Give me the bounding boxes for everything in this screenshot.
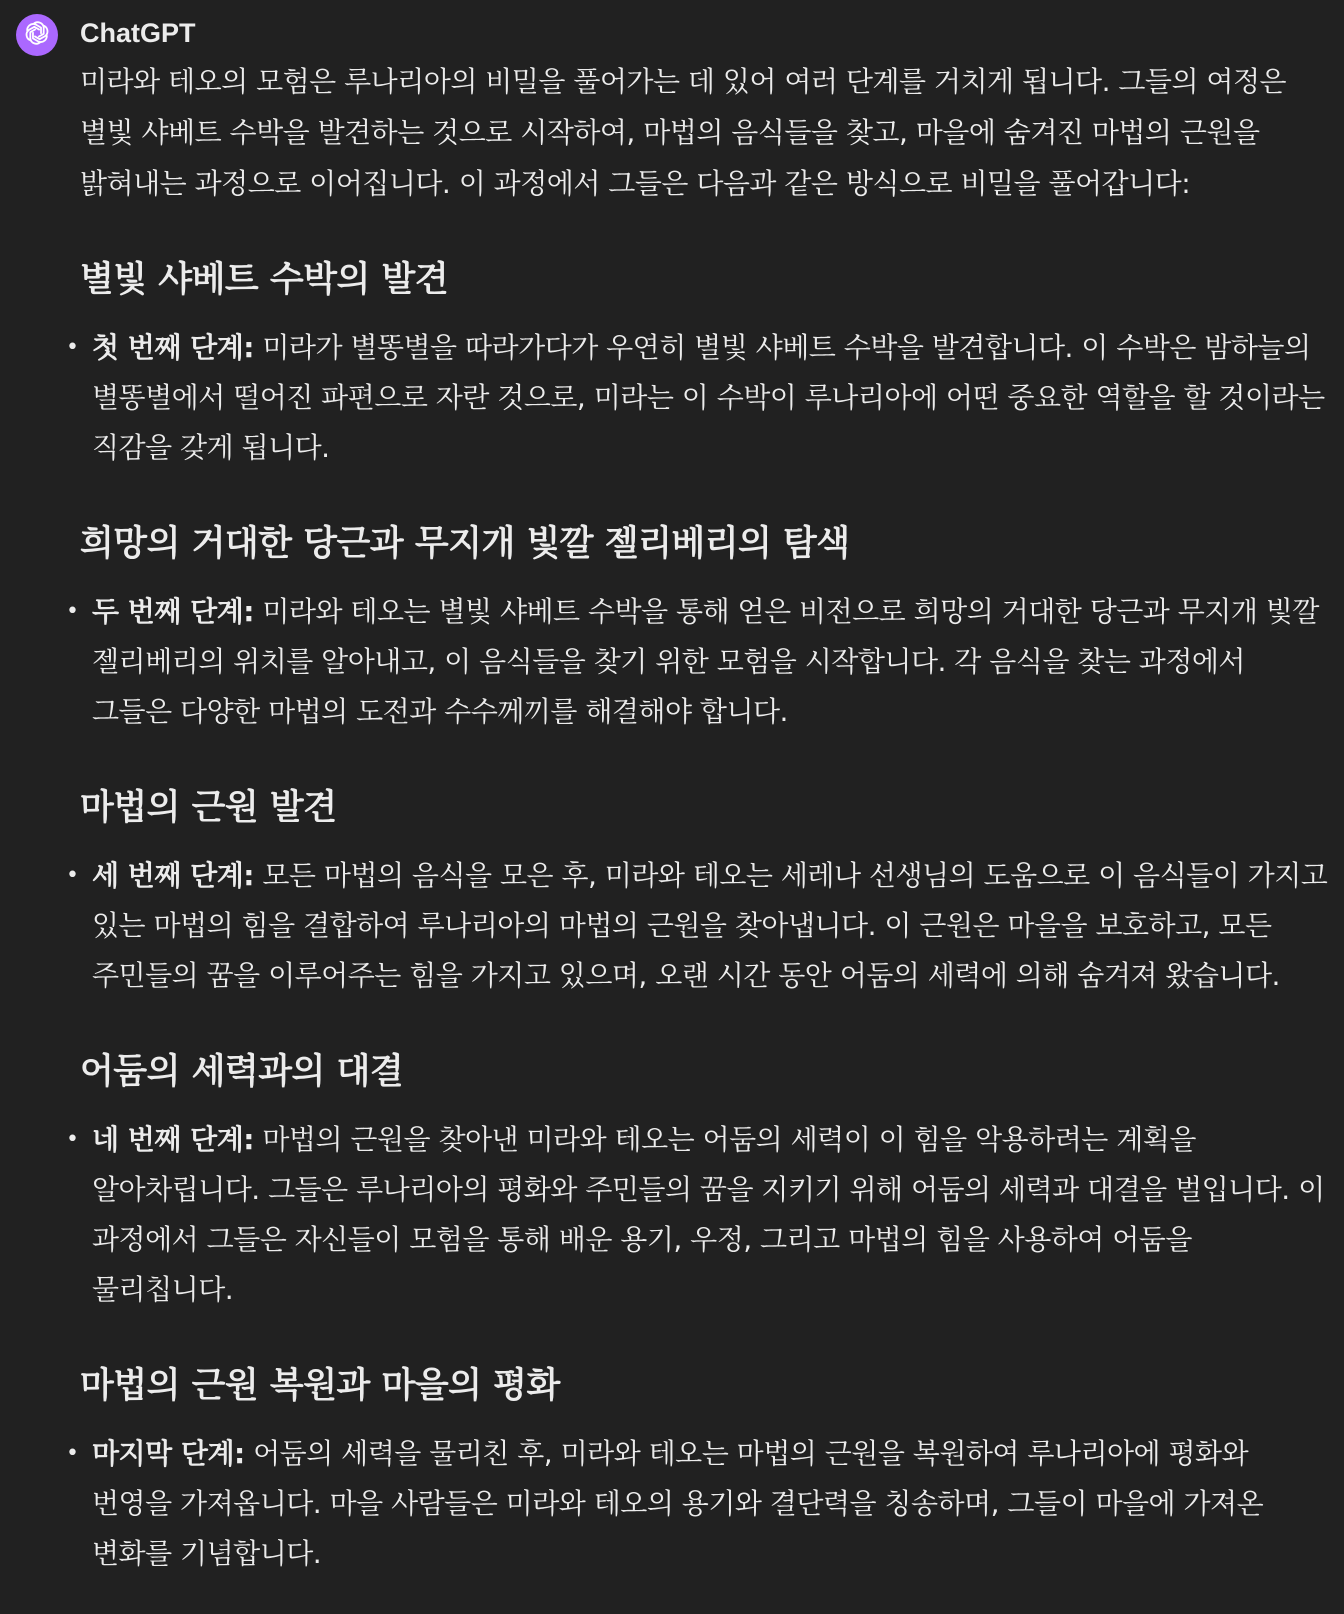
- section-heading: 별빛 샤베트 수박의 발견: [80, 260, 449, 300]
- bullet-icon: •: [66, 599, 79, 624]
- sender-name: ChatGPT: [80, 18, 196, 48]
- step-label: 세 번째 단계:: [92, 859, 254, 892]
- section-heading: 희망의 거대한 당근과 무지개 빛깔 젤리베리의 탐색: [80, 524, 850, 564]
- step-item: [66, 587, 1332, 737]
- step-item: [66, 1429, 1332, 1579]
- step-label: 네 번째 단계:: [92, 1123, 254, 1156]
- section-heading: 어둠의 세력과의 대결: [80, 1052, 404, 1092]
- section-3: [66, 785, 1332, 1001]
- step-label: 두 번째 단계:: [92, 595, 254, 628]
- step-item: [66, 851, 1332, 1001]
- section-5: [66, 1363, 1332, 1579]
- section-heading: 마법의 근원 발견: [80, 788, 337, 828]
- step-text: 마법의 근원을 찾아낸 미라와 테오는 어둠의 세력이 이 힘을 악용하려는 계획을 알아차립니다. 그들은 루나리아의 평화와 주민들의 꿈을 지키기 위해 어둠의 세력과 대결을 벌입니다. 이 과정에서 그들은 자신들이 모험을 통해 배운 용기, 우정, 그리고 마법의 힘을 사용하여 어둠을 물리칩니다.: [92, 1123, 1325, 1306]
- step-item: [66, 1115, 1332, 1315]
- step-label: 첫 번째 단계:: [92, 331, 254, 364]
- openai-logo-icon: [22, 18, 52, 52]
- bullet-icon: •: [66, 1441, 79, 1466]
- section-1: [66, 257, 1332, 473]
- step-text: 미라와 테오는 별빛 샤베트 수박을 통해 얻은 비전으로 희망의 거대한 당근과 무지개 빛깔 젤리베리의 위치를 알아내고, 이 음식들을 찾기 위한 모험을 시작합니다. 각 음식을 찾는 과정에서 그들은 다양한 마법의 도전과 수수께끼를 해결해야 합니다.: [92, 595, 1319, 728]
- bullet-icon: •: [66, 863, 79, 888]
- step-item: [66, 323, 1332, 473]
- step-text: 모든 마법의 음식을 모은 후, 미라와 테오는 세레나 선생님의 도움으로 이 음식들이 가지고 있는 마법의 힘을 결합하여 루나리아의 마법의 근원을 찾아냅니다. 이 근원은 마을을 보호하고, 모든 주민들의 꿈을 이루어주는 힘을 가지고 있으며, 오랜 시간 동안 어둠의 세력에 의해 숨겨져 왔습니다.: [92, 859, 1328, 992]
- step-text: 어둠의 세력을 물리친 후, 미라와 테오는 마법의 근원을 복원하여 루나리아에 평화와 번영을 가져옵니다. 마을 사람들은 미라와 테오의 용기와 결단력을 칭송하며, 그들이 마을에 가져온 변화를 기념합니다.: [92, 1437, 1264, 1570]
- section-2: [66, 521, 1332, 737]
- message-intro: 미라와 테오의 모험은 루나리아의 비밀을 풀어가는 데 있어 여러 단계를 거치게 됩니다. 그들의 여정은 별빛 샤베트 수박을 발견하는 것으로 시작하여, 마법의 음식들을 찾고, 마을에 숨겨진 마법의 근원을 밝혀내는 과정으로 이어집니다. 이 과정에서 그들은 다음과 같은 방식으로 비밀을 풀어갑니다:: [80, 65, 1287, 200]
- step-text: 미라가 별똥별을 따라가다가 우연히 별빛 샤베트 수박을 발견합니다. 이 수박은 밤하늘의 별똥별에서 떨어진 파편으로 자란 것으로, 미라는 이 수박이 루나리아에 어떤 중요한 역할을 할 것이라는 직감을 갖게 됩니다.: [92, 331, 1325, 464]
- bullet-icon: •: [66, 335, 79, 360]
- section-4: [66, 1049, 1332, 1315]
- bullet-icon: •: [66, 1127, 79, 1152]
- step-label: 마지막 단계:: [92, 1437, 245, 1470]
- assistant-message: [66, 56, 1332, 1579]
- section-heading: 마법의 근원 복원과 마을의 평화: [80, 1366, 560, 1406]
- avatar: [16, 14, 58, 56]
